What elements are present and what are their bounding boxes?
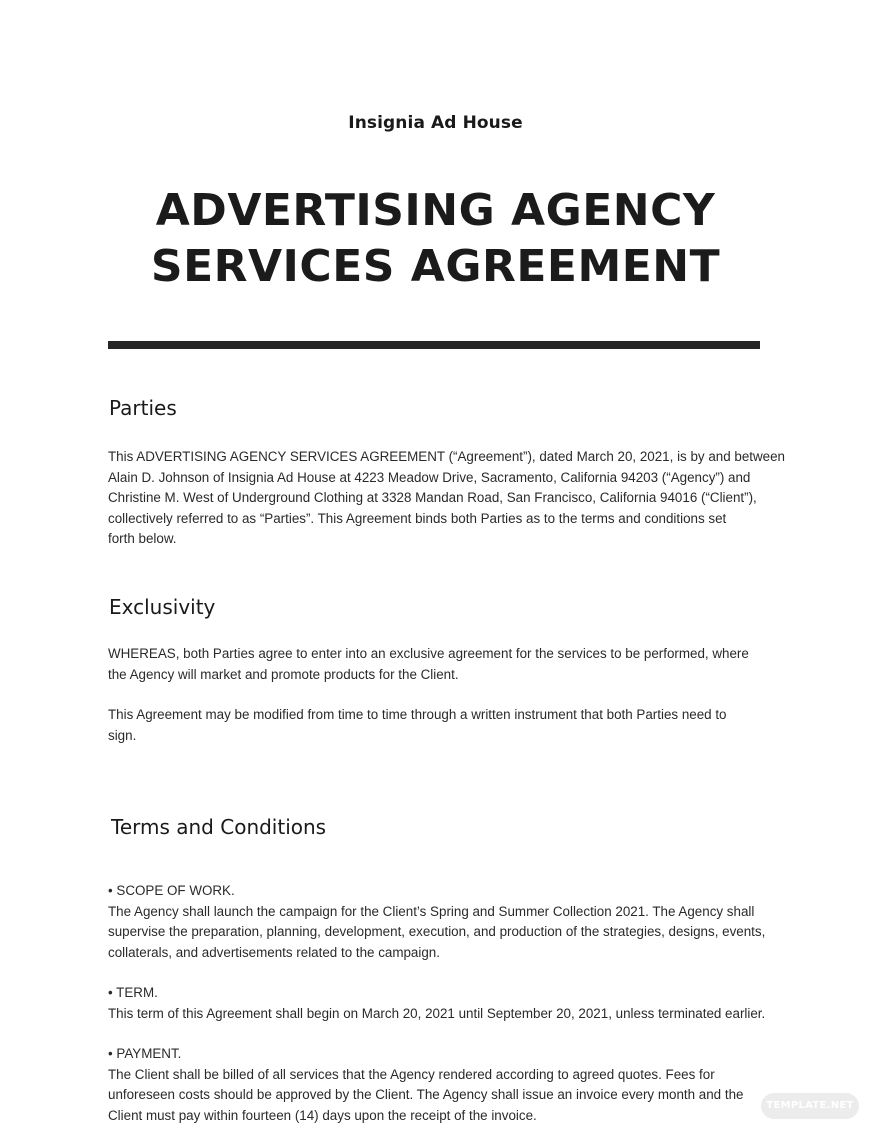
term-label: • TERM. [108,985,158,1000]
title-line-1: ADVERTISING AGENCY [155,185,716,236]
exclusivity-line: the Agency will market and promote products for the Client. [108,666,459,682]
exclusivity-line: sign. [108,727,137,743]
parties-line: Alain D. Johnson of Insignia Ad House at 4223 Meadow Drive, Sacramento, California 94203 (“Agency”) and [108,469,751,485]
term-clause [108,983,788,1024]
scope-clause [108,881,788,963]
scope-line: The Agency shall launch the campaign for the Client’s Spring and Summer Collection 2021. The Agency shall [108,903,755,919]
template-watermark: TEMPLATE.NET [761,1093,859,1119]
title-divider [108,341,760,349]
payment-line: Client must pay within fourteen (14) days upon the receipt of the invoice. [108,1107,537,1123]
payment-label: • PAYMENT. [108,1046,182,1061]
scope-label: • SCOPE OF WORK. [108,883,235,898]
parties-heading: Parties [109,396,177,420]
scope-line: collaterals, and advertisements related to the campaign. [108,944,440,960]
term-line: This term of this Agreement shall begin on March 20, 2021 until September 20, 2021, unless terminated earlier. [108,1005,766,1021]
parties-line: This ADVERTISING AGENCY SERVICES AGREEMENT (“Agreement”), dated March 20, 2021, is by and between [108,449,786,464]
title-line-2: SERVICES AGREEMENT [150,241,721,292]
company-name: Insignia Ad House [348,113,523,133]
parties-line: collectively referred to as “Parties”. This Agreement binds both Parties as to the terms and conditions set [108,510,727,526]
exclusivity-paragraph-2 [108,705,788,746]
parties-line: Christine M. West of Underground Clothing at 3328 Mandan Road, San Francisco, California 94016 (“Client”), [108,490,757,505]
exclusivity-line: This Agreement may be modified from time to time through a written instrument that both Parties need to [108,707,727,722]
document-title [0,183,871,295]
parties-line: forth below. [108,531,177,546]
exclusivity-paragraph-1 [108,644,788,685]
scope-line: supervise the preparation, planning, development, execution, and production of the strategies, designs, events, [108,924,766,939]
terms-heading: Terms and Conditions [111,815,327,839]
payment-clause [108,1044,788,1126]
exclusivity-line: WHEREAS, both Parties agree to enter into an exclusive agreement for the services to be performed, where [108,646,749,661]
parties-paragraph [108,447,788,550]
payment-line: The Client shall be billed of all services that the Agency rendered according to agreed quotes. Fees for [108,1066,715,1082]
exclusivity-heading: Exclusivity [109,595,216,619]
payment-line: unforeseen costs should be approved by the Client. The Agency shall issue an invoice every month and the [108,1087,744,1102]
